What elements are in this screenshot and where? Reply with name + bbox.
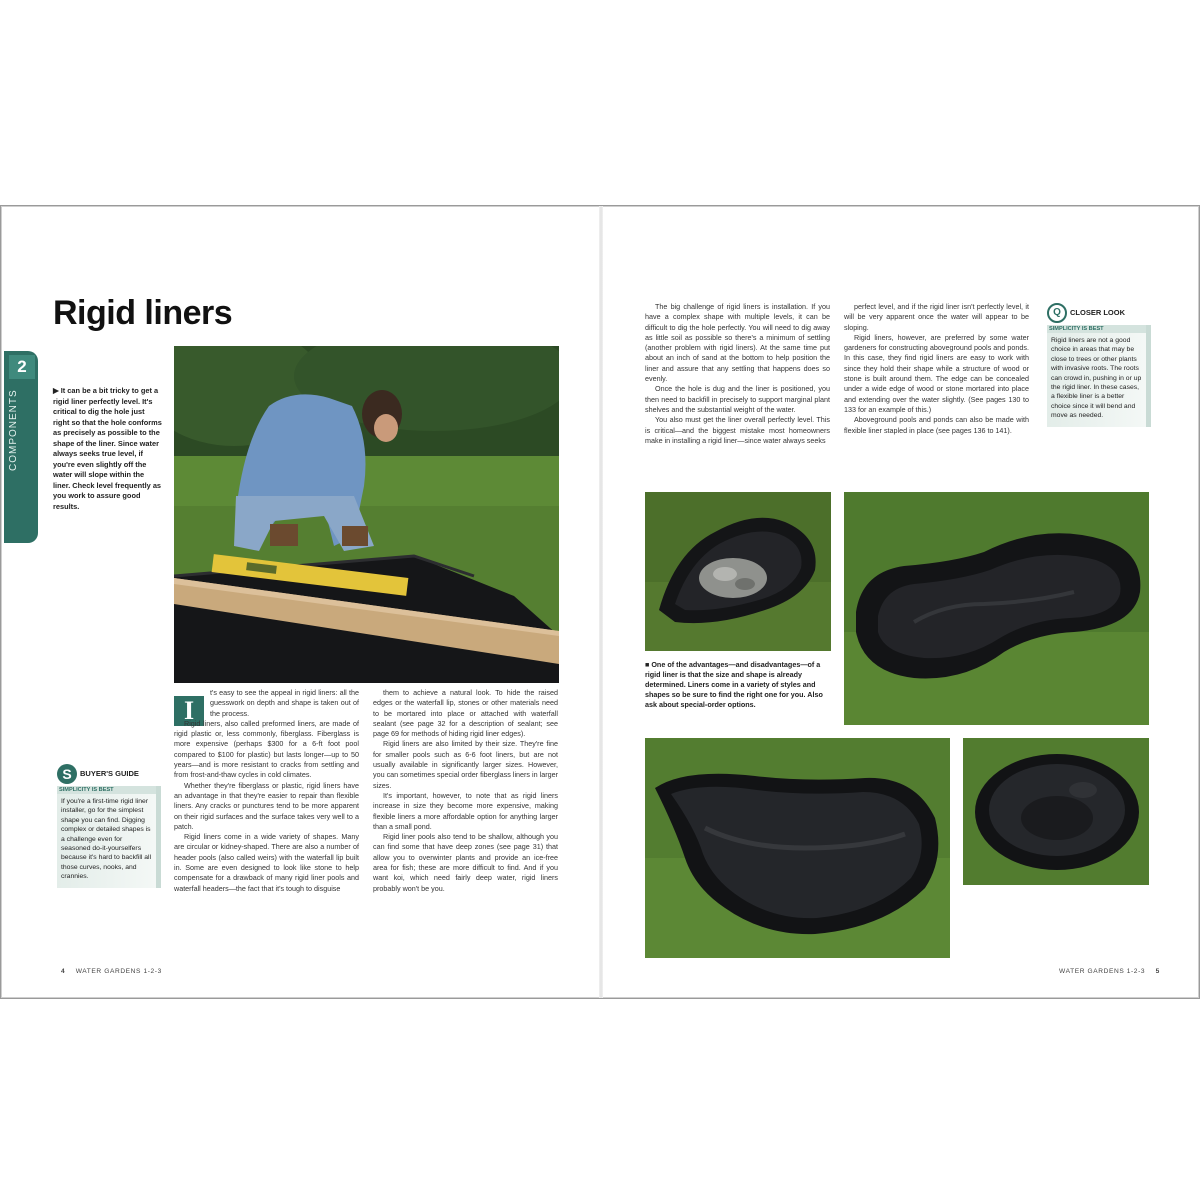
closer-look-sidebar <box>1047 303 1151 427</box>
paragraph: It's important, however, to note that as rigid liners increase in size they become more expensive, making flexible liners a more affordable option for anything larger than a small pond. <box>373 790 558 831</box>
book-spread <box>0 205 1200 999</box>
intro-text: ▶ It can be a bit tricky to get a rigid liner perfectly level. It's critical to dig the hole just right so that the hole conforms as precisely as possible to the shape of the liner. Since water always seeks true level, if you're even slightly off the water will slope within the liner. Check level frequently as you work to assure good results. <box>53 386 162 511</box>
chapter-label: COMPONENTS <box>8 389 19 471</box>
paragraph: Rigid liners are also limited by their size. They're fine for smaller pools such as 6-6 foot liners, but are not usually available in significantly larger sizes. However, you can sometimes special order fiberglass liners in larger sizes. <box>373 739 558 790</box>
text-column-2 <box>373 688 558 894</box>
sidebar-title: CLOSER LOOK <box>1070 308 1126 317</box>
sidebar-subtitle: SIMPLICITY IS BEST <box>57 786 156 794</box>
page-title: Rigid liners <box>53 294 233 332</box>
paragraph: Whether they're fiberglass or plastic, rigid liners have an advantage in that they're easier to repair than flexible liners. Any cracks or punctures tend to be more apparent on their rigid surfaces and the surface takes very well to a patch. <box>174 780 359 831</box>
paragraph: Rigid liners, however, are preferred by some water gardeners for constructing aboveground pools and ponds. In this case, they find rigid liners are easy to work with since they hold their shape while a structure of wood or stone is built around them. The edge can be concealed under a wide edge of wood or stone mortared into place and extending over the water slightly. (See pages 130 to 133 for an example of this.) <box>844 332 1029 414</box>
photo-caption: ■ One of the advantages—and disadvantages—of a rigid liner is that the size and shape is already determined. Liners come in a variety of styles and shapes so be sure to find the right one for you. Also ask about special-order options. <box>645 660 823 709</box>
paragraph: them to achieve a natural look. To hide the raised edges or the waterfall lip, stones or other materials need to be mortared into place or attached with waterfall sealant (see page 32 for a description of sealant; see page 69 for methods of hiding rigid liner edges). <box>373 688 558 739</box>
paragraph: t's easy to see the appeal in rigid liners: all the guesswork on depth and shape is taken out of the process. <box>210 688 359 718</box>
photo-kidney-liner <box>844 492 1149 725</box>
page-gutter <box>599 206 603 998</box>
running-footer: WATER GARDENS 1-2-3 <box>75 968 162 975</box>
drop-cap: I <box>174 696 204 726</box>
page-number: 4 <box>61 968 66 975</box>
paragraph: Once the hole is dug and the liner is positioned, you then need to backfill in precisely to support marginal plant shelves and the substantial weight of the water. <box>645 384 830 414</box>
buyers-guide-sidebar <box>57 764 161 888</box>
paragraph: perfect level, and if the rigid liner isn't perfectly level, it will be very apparent once the water will appear to be sloping. <box>844 302 1029 332</box>
sidebar-text: If you're a first-time rigid liner installer, go for the simplest shape you can find. Digging complex or detailed shapes is a challenge even for seasoned do-it-yourselfers because it's hard to backfill all those curves, nooks, and crannies. <box>61 798 152 881</box>
buyers-guide-icon: S <box>57 764 77 784</box>
text-column-3 <box>645 302 830 446</box>
paragraph: The big challenge of rigid liners is installation. If you have a complex shape with multiple levels, it can be difficult to dig the hole perfectly. You will need to dig away as little soil as possible so there's a minimum of settling (another problem with rigid liners). At the same time put about an inch of sand at the bottom to help position the liner and assure that any settling that happens does so evenly. <box>645 302 830 384</box>
text-column-1 <box>174 688 359 894</box>
page-number: 5 <box>1155 968 1160 975</box>
sidebar-subtitle: SIMPLICITY IS BEST <box>1047 325 1146 333</box>
sidebar-text: Rigid liners are not a good choice in areas that may be close to trees or other plants with invasive roots. The roots can crowd in, pushing in or up the rigid liner. In these cases, a flexible liner is a better choice since it will bend and move as needed. <box>1051 337 1142 420</box>
paragraph: Aboveground pools and ponds can also be made with flexible liner stapled in place (see pages 136 to 141). <box>844 415 1029 435</box>
photo-irregular-liner <box>645 738 950 958</box>
magnifier-icon: Q <box>1047 303 1067 323</box>
paragraph: You also must get the liner overall perfectly level. This is critical—and the biggest mistake most homeowners make in installing a rigid liner—since water always seeks <box>645 415 830 445</box>
text-column-4 <box>844 302 1029 436</box>
photo-round-liner <box>963 738 1149 885</box>
folio-left <box>53 968 162 975</box>
paragraph: Rigid liners, also called preformed liners, are made of rigid plastic or, less commonly, fiberglass. Fiberglass is more expensive (perhaps $300 for a 6-ft foot pool compared to $100 for plastic) but lasts longer—up to 50 years—and is more resistant to cracks from settling and from frost-and-thaw cycles in cold climates. <box>174 718 359 780</box>
photo-leveling-liner <box>174 346 559 683</box>
paragraph: Rigid liner pools also tend to be shallow, although you can find some that have deep zones (see page 31) that allow you to overwinter plants and provide an ice-free area for fish; these are more difficult to find. And if you want koi, which need fairly deep water, rigid liners probably won't be you. <box>373 832 558 893</box>
sidebar-title: BUYER'S GUIDE <box>80 769 139 778</box>
photo-liner-with-gravel <box>645 492 831 651</box>
folio-right <box>1059 968 1168 975</box>
paragraph: Rigid liners come in a wide variety of shapes. Many are circular or kidney-shaped. There are also a number of header pools (also called weirs) with the waterfall lip built in. Some are even designed to look like stone to help compensate for a drawback of many rigid liner pools and waterfall headers—the fact that it's tough to disguise <box>174 832 359 893</box>
chapter-number: 2 <box>9 355 35 379</box>
running-footer: WATER GARDENS 1-2-3 <box>1059 968 1146 975</box>
chapter-tab <box>4 351 38 543</box>
